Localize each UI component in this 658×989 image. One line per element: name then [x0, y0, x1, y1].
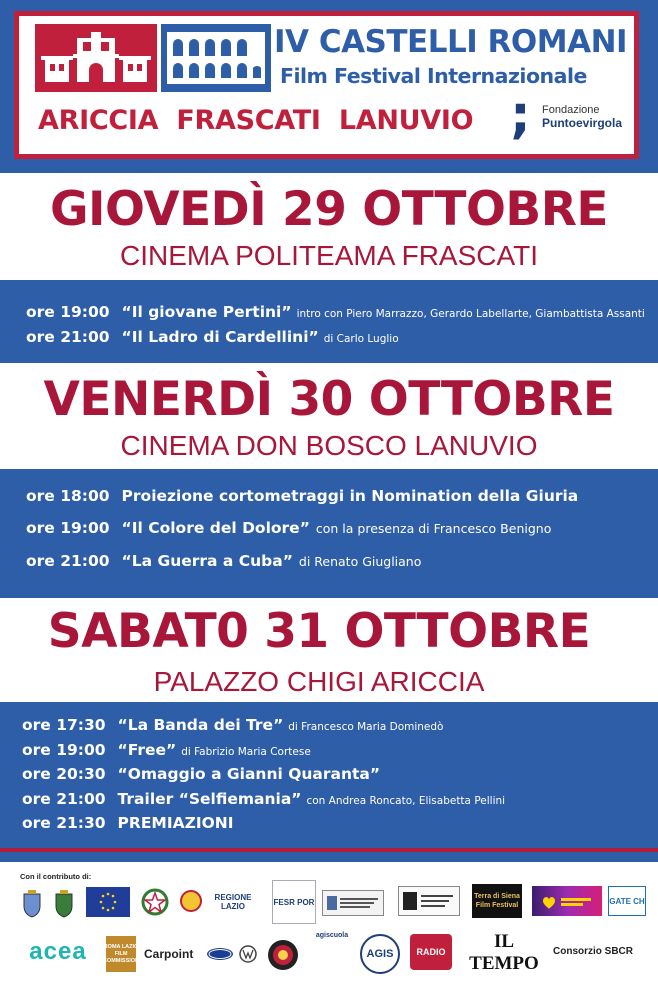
event-note: di Francesco Maria Dominedò — [288, 721, 444, 733]
agis-logo: AGIS — [360, 934, 400, 974]
ministry-logo — [322, 890, 384, 916]
festival-title-text: IV CASTELLI ROMANI — [274, 24, 628, 60]
eu-flag-icon — [86, 887, 130, 917]
event-note: intro con Piero Marrazzo, Gerardo Labellarte, Giambattista Assanti — [296, 308, 645, 320]
event-note: con Andrea Roncato, Elisabetta Pellini — [306, 795, 506, 807]
day-title-1: GIOVEDÌ 29 OTTOBRE — [49, 182, 609, 237]
event-title: “Free” — [117, 741, 177, 759]
fondazione-name: Puntoevirgola — [542, 116, 623, 130]
vw-logo-icon — [238, 944, 258, 964]
event-row — [26, 327, 399, 349]
lazio-emblem-icon — [180, 888, 202, 914]
comune-crest-icon — [52, 888, 76, 920]
event-title: “La Guerra a Cuba” — [121, 552, 293, 570]
regione-lazio-logo: REGIONE LAZIO — [214, 893, 252, 911]
event-row — [26, 302, 645, 324]
festival-subtitle: Film Festival Internazionale — [280, 64, 587, 88]
event-time: ore 17:30 — [22, 716, 106, 734]
gatech-logo: GATE CH — [608, 886, 646, 916]
event-title: PREMIAZIONI — [117, 814, 234, 832]
event-note: di Renato Giugliano — [298, 554, 422, 569]
festival-cities: ARICCIA FRASCATI LANUVIO — [38, 105, 474, 136]
italian-republic-emblem-icon — [140, 886, 170, 918]
sbcr-logo: Consorzio SBCR — [553, 945, 633, 957]
event-row — [22, 789, 505, 811]
event-row — [22, 813, 234, 833]
event-row — [26, 551, 421, 572]
ford-logo-icon — [206, 946, 234, 962]
roma-lazio-film-commission-logo: ROMA LAZIO FILM COMMISSION — [106, 936, 136, 972]
event-time: ore 21:00 — [22, 790, 106, 808]
event-title: Trailer “Selfiemania” — [117, 790, 302, 808]
venue-1: CINEMA POLITEAMA FRASCATI — [119, 240, 538, 271]
fondazione-label: Fondazione — [542, 104, 600, 116]
event-title: “Il giovane Pertini” — [121, 303, 292, 321]
day-title-2: VENERDÌ 30 OTTOBRE — [43, 372, 615, 427]
event-row — [22, 715, 443, 737]
event-row — [26, 486, 578, 506]
event-time: ore 21:00 — [26, 328, 110, 346]
event-time: ore 20:30 — [22, 765, 106, 783]
carpoint-logo: Carpoint — [144, 947, 194, 961]
round-badge-icon — [266, 938, 300, 972]
festival-title — [274, 22, 627, 62]
event-row — [26, 518, 551, 539]
por-fesr-logo: FESR POR — [272, 880, 316, 924]
day-title-3: SABAT0 31 OTTOBRE — [47, 604, 591, 659]
event-time: ore 19:00 — [26, 519, 110, 537]
terra-di-siena-logo: Terra di Siena Film Festival — [472, 884, 522, 918]
aqueduct-logo — [161, 24, 271, 92]
il-tempo-logo: IL TEMPO — [469, 931, 539, 974]
event-note: di Carlo Luglio — [323, 333, 399, 345]
event-note: con la presenza di Francesco Benigno — [315, 521, 552, 536]
event-time: ore 19:00 — [26, 303, 110, 321]
event-time: ore 19:00 — [22, 741, 106, 759]
contrib-label: Con il contributo di: — [20, 872, 92, 881]
event-title: “Il Colore del Dolore” — [121, 519, 310, 537]
footer-divider — [0, 848, 658, 852]
semicolon-logo-icon: ; — [510, 85, 531, 145]
event-time: ore 21:30 — [22, 814, 106, 832]
event-title: “La Banda dei Tre” — [117, 716, 284, 734]
event-title: Proiezione cortometraggi in Nomination della Giuria — [121, 487, 579, 505]
biblioteca-logo — [398, 886, 460, 916]
venue-2: CINEMA DON BOSCO LANUVIO — [120, 430, 538, 461]
event-row — [22, 740, 311, 762]
event-time: ore 21:00 — [26, 552, 110, 570]
venue-3: PALAZZO CHIGI ARICCIA — [153, 666, 485, 697]
event-row — [22, 764, 380, 784]
radio-logo: RADIO — [410, 934, 452, 970]
acea-logo: acea — [29, 938, 87, 965]
aqueduct-icon — [161, 24, 271, 92]
comune-crest-icon — [20, 888, 44, 920]
castle-icon — [35, 24, 157, 92]
event-note: di Fabrizio Maria Cortese — [181, 746, 311, 758]
event-title: “Il Ladro di Cardellini” — [121, 328, 319, 346]
love-film-logo — [532, 886, 602, 916]
event-title: “Omaggio a Gianni Quaranta” — [117, 765, 381, 783]
event-time: ore 18:00 — [26, 487, 110, 505]
agiscuola-logo: agiscuola — [315, 932, 349, 939]
castle-logo — [35, 24, 157, 92]
